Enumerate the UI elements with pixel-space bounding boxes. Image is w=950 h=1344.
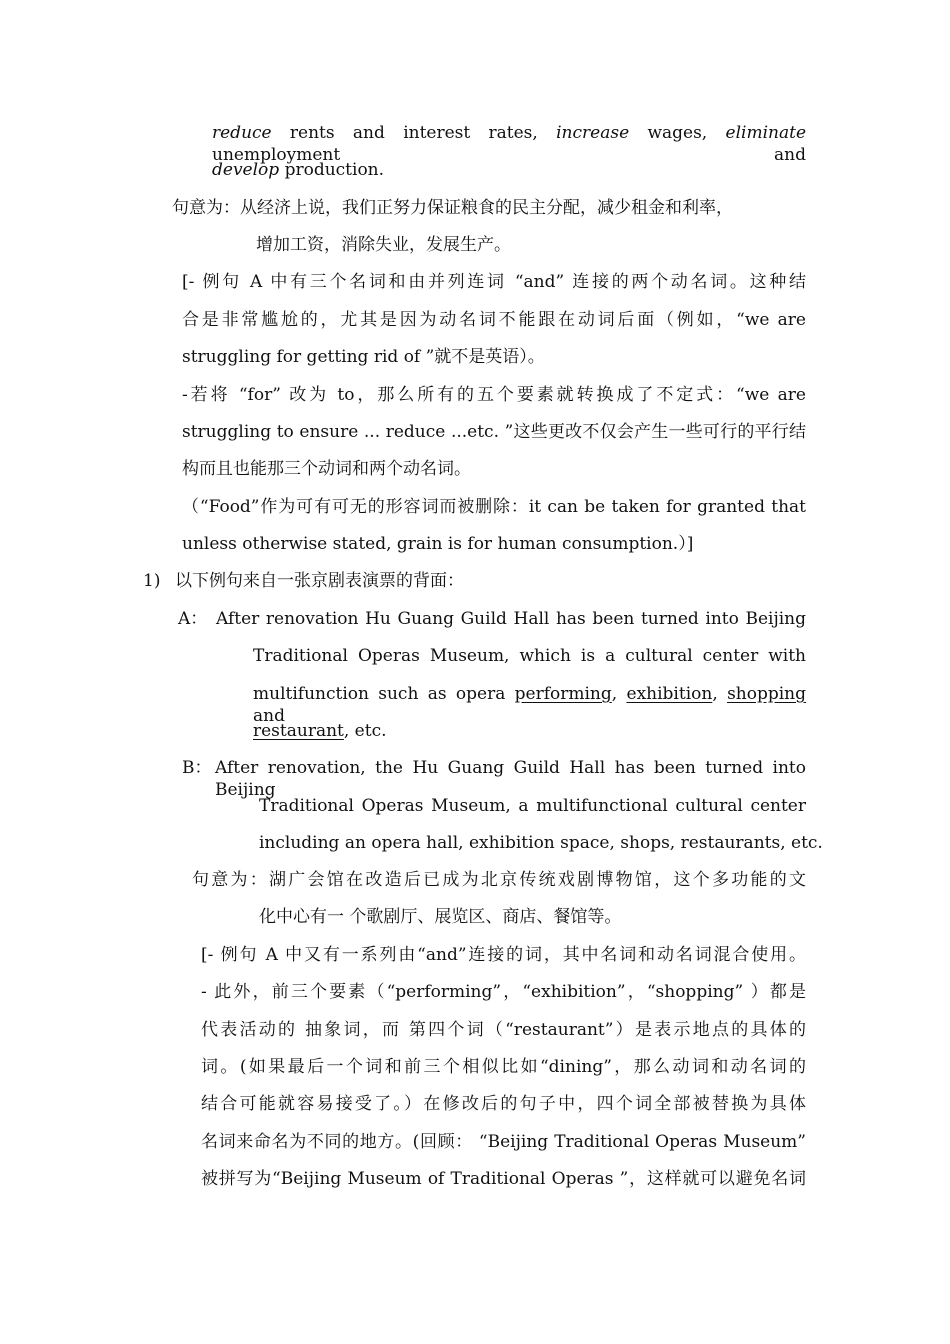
meaning-line: 句意为：湖广会馆在改造后已成为北京传统戏剧博物馆，这个多功能的文 [192, 870, 806, 890]
note-line: struggling to ensure ... reduce ...etc. ”这些更改不仅会产生一些可行的平行结 [182, 422, 806, 442]
note-line: unless otherwise stated, grain is for human consumption.）] [182, 534, 694, 554]
sentence-label: B： [182, 758, 212, 778]
sentence-line: multifunction such as opera performing, exhibition, shopping and [253, 684, 807, 726]
note-line: 构而且也能那三个动词和两个动名词。 [182, 459, 471, 479]
sentence-line: After renovation Hu Guang Guild Hall has been turned into Beijing [216, 609, 806, 629]
item-text: 以下例句来自一张京剧表演票的背面： [175, 571, 464, 591]
note-line: -若将 “for” 改为 to，那么所有的五个要素就转换成了不定式：“we are [182, 385, 806, 405]
note-line: [- 例句 A 中有三个名词和由并列连词 “and” 连接的两个动名词。这种结 [182, 272, 806, 292]
note-line: struggling for getting rid of ”就不是英语）。 [182, 347, 545, 367]
note-line: 被拼写为“Beijing Museum of Traditional Operas ”，这样就可以避免名词 [201, 1169, 806, 1189]
example-line: reduce rents and interest rates, increase wages, eliminate unemployment and [212, 123, 806, 165]
sentence-line: including an opera hall, exhibition space, shops, restaurants, etc. [259, 833, 823, 853]
note-line: - 此外，前三个要素（“performing”，“exhibition”，“shopping” ）都是 [201, 982, 806, 1002]
note-line: 结合可能就容易接受了。）在修改后的句子中，四个词全部被替换为具体 [201, 1094, 806, 1114]
note-line: （“Food”作为可有可无的形容词而被删除：it can be taken for granted that [182, 497, 806, 517]
note-line: 名词来命名为不同的地方。(回顾： “Beijing Traditional Operas Museum” [201, 1132, 806, 1152]
note-line: 合是非常尴尬的，尤其是因为动名词不能跟在动词后面（例如，“we are [182, 310, 806, 330]
note-line: 词。(如果最后一个词和前三个相似比如“dining”，那么动词和动名词的 [201, 1057, 806, 1077]
sentence-label: A： [178, 609, 208, 629]
sentence-line: After renovation, the Hu Guang Guild Hall has been turned into Beijing [215, 758, 806, 800]
sentence-line: Traditional Operas Museum, a multifunctional cultural center [259, 796, 806, 816]
meaning-line: 增加工资，消除失业，发展生产。 [256, 235, 511, 255]
item-number: 1) [143, 571, 161, 591]
note-line: 代表活动的 抽象词，而 第四个词（“restaurant”）是表示地点的具体的 [201, 1020, 806, 1040]
example-line: develop production. [212, 160, 385, 180]
sentence-line: restaurant, etc. [253, 721, 387, 741]
note-line: [- 例句 A 中又有一系列由“and”连接的词，其中名词和动名词混合使用。 [201, 945, 806, 965]
sentence-line: Traditional Operas Museum, which is a cultural center with [253, 646, 806, 666]
meaning-line: 句意为：从经济上说，我们正努力保证粮食的民主分配，减少租金和利率， [172, 198, 733, 218]
meaning-line: 化中心有一 个歌剧厅、展览区、商店、餐馆等。 [259, 907, 622, 927]
